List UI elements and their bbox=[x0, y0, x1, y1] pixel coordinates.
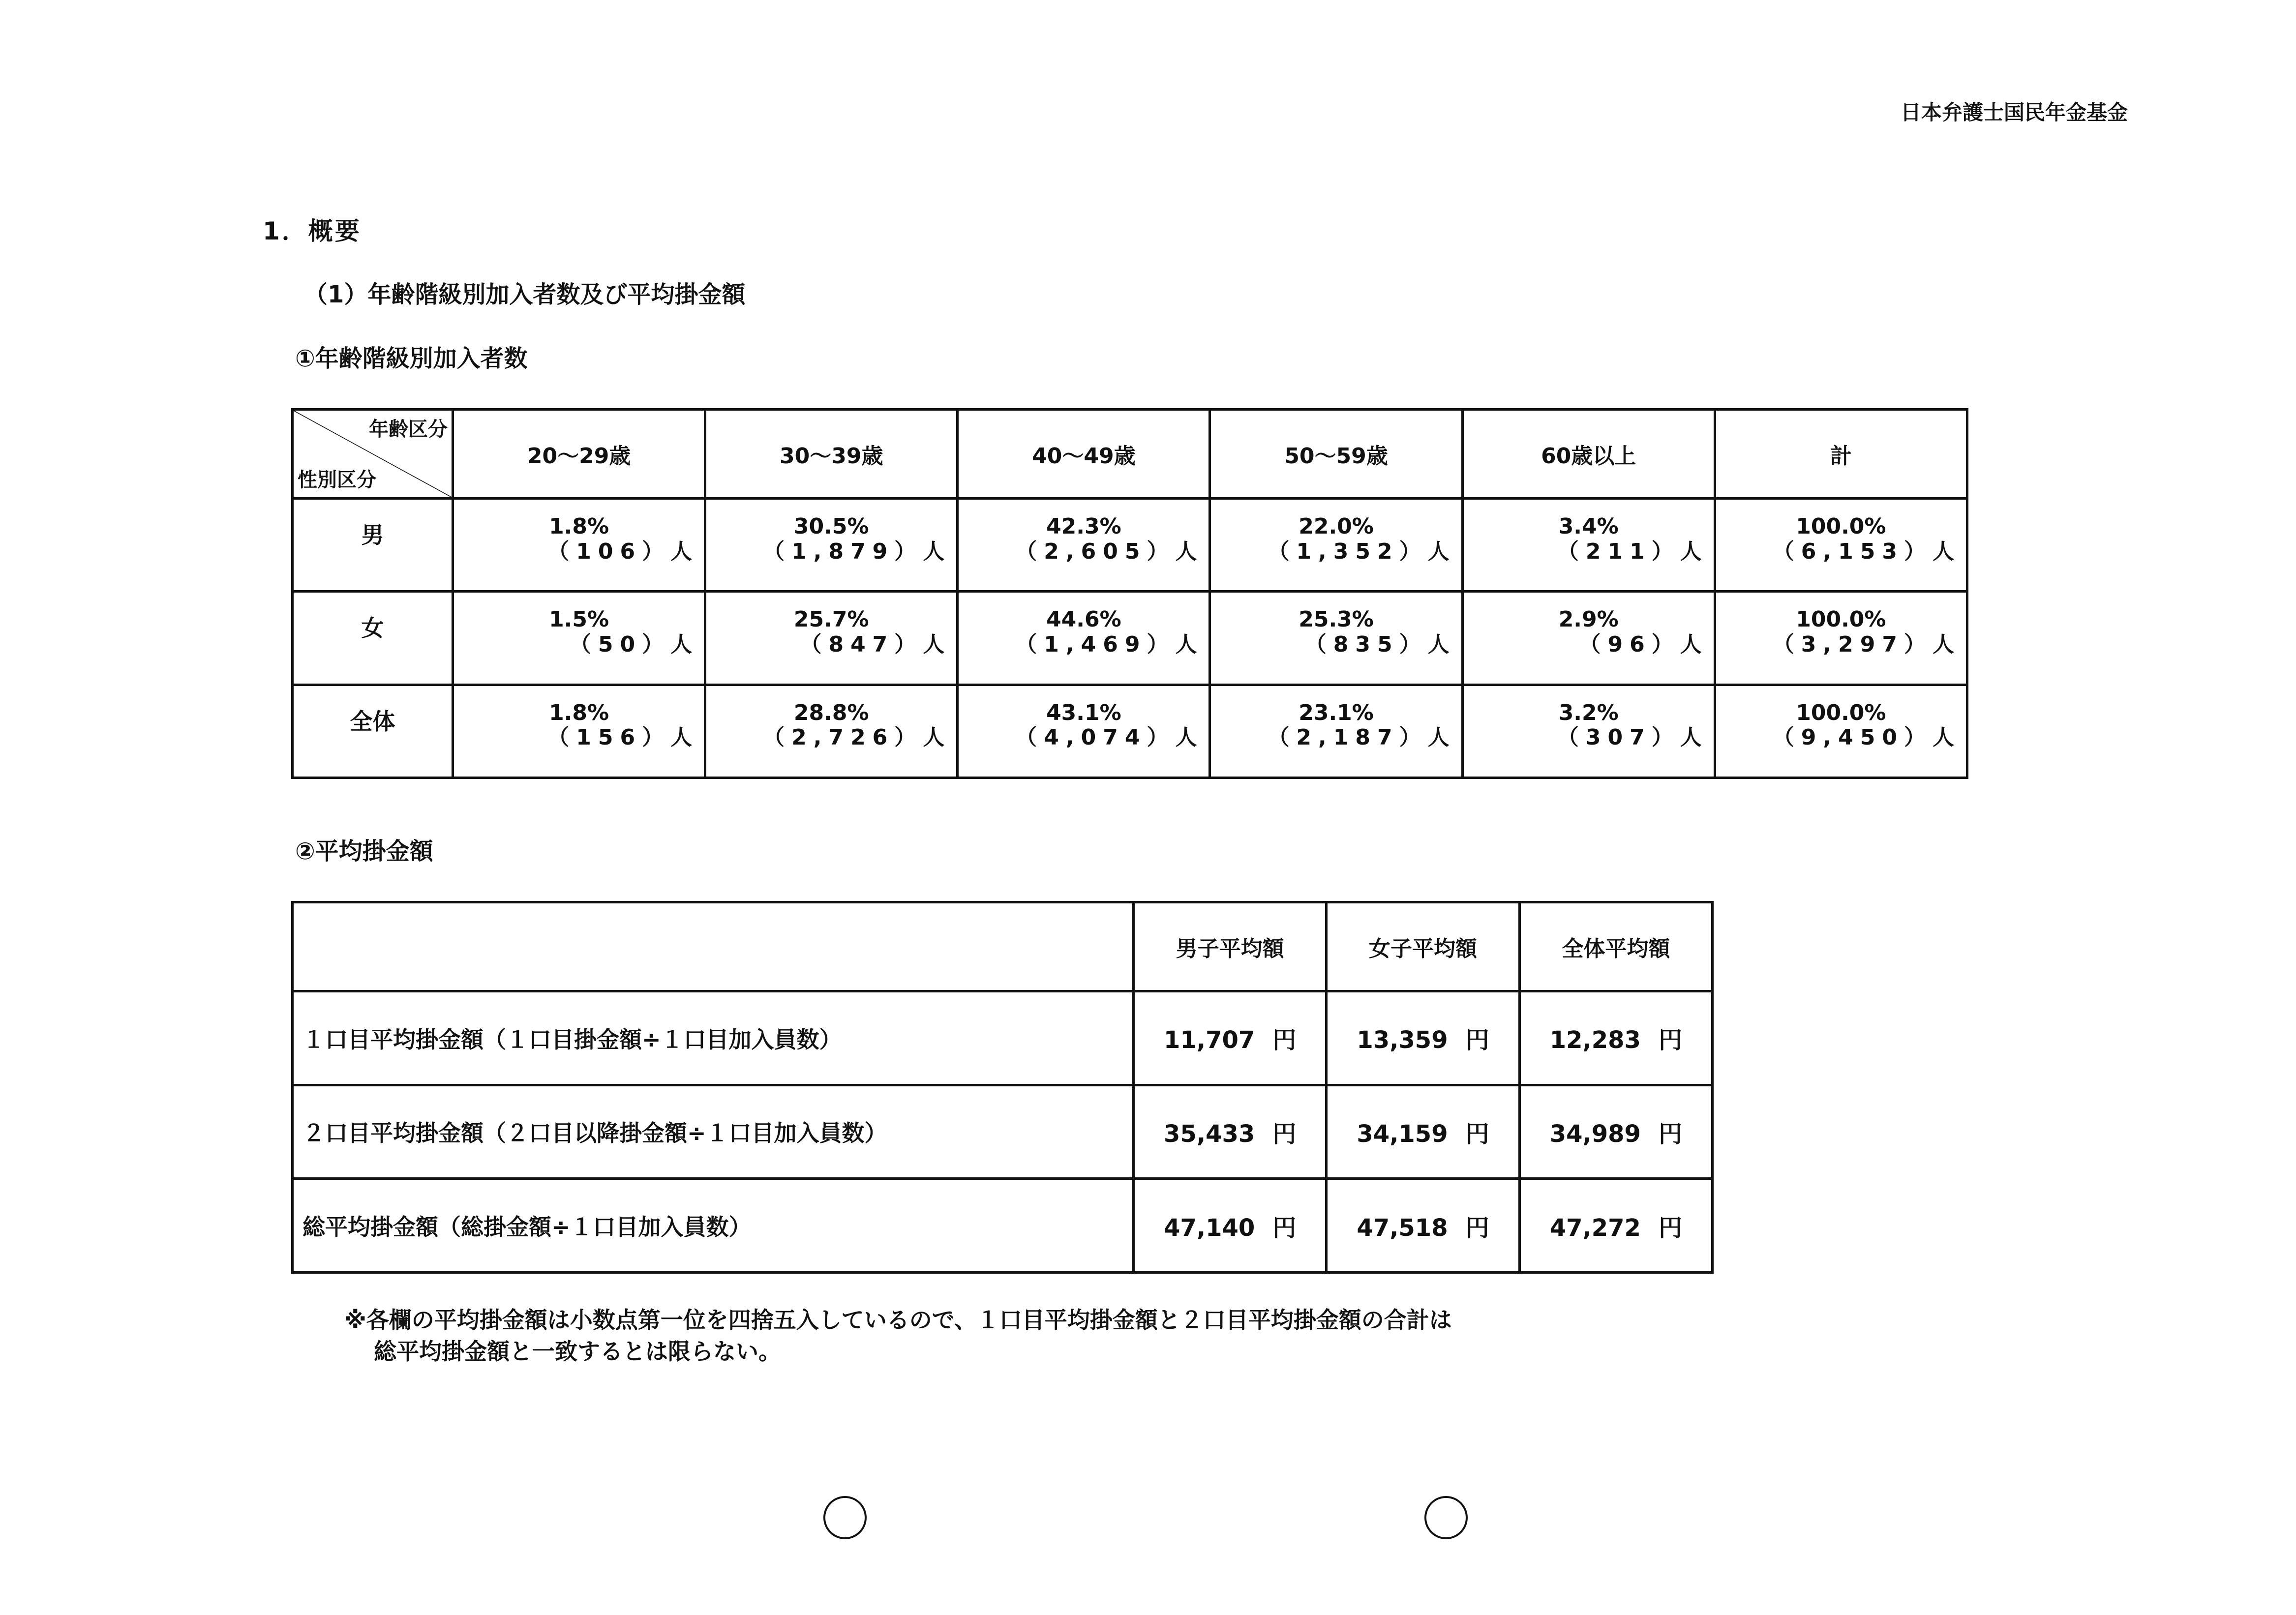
percentage: 1.5% bbox=[549, 607, 609, 632]
amount-cell bbox=[1519, 1085, 1712, 1179]
row-label: ２口目平均掛金額（２口目以降掛金額÷１口目加入員数） bbox=[293, 1085, 1134, 1179]
data-cell bbox=[1715, 592, 1967, 685]
row-label: 総平均掛金額（総掛金額÷１口目加入員数） bbox=[293, 1179, 1134, 1273]
percentage: 30.5% bbox=[793, 514, 869, 539]
data-cell bbox=[453, 499, 705, 592]
amount-cell bbox=[1519, 991, 1712, 1085]
column-header: 全体平均額 bbox=[1519, 902, 1712, 991]
amount-value: 34,989 bbox=[1549, 1120, 1641, 1148]
count bbox=[1464, 539, 1714, 565]
unit-label: 人 bbox=[1680, 631, 1709, 657]
currency-unit: 円 bbox=[1272, 1214, 1297, 1242]
amount-value: 34,159 bbox=[1357, 1120, 1448, 1148]
corner-header bbox=[293, 410, 453, 499]
count bbox=[1716, 725, 1966, 750]
amount-cell bbox=[1134, 991, 1327, 1085]
column-header: 60歳以上 bbox=[1462, 410, 1715, 499]
count bbox=[706, 632, 956, 658]
count bbox=[1716, 539, 1966, 565]
unit-label: 人 bbox=[670, 538, 699, 564]
unit-label: 人 bbox=[1933, 538, 1961, 564]
amount-cell bbox=[1134, 1179, 1327, 1273]
count bbox=[454, 725, 704, 750]
table-row bbox=[293, 499, 1967, 592]
data-cell bbox=[958, 592, 1210, 685]
column-header: 30～39歳 bbox=[705, 410, 958, 499]
count-value: （96） bbox=[1579, 631, 1680, 657]
amount-value: 11,707 bbox=[1164, 1026, 1255, 1054]
percentage: 42.3% bbox=[1046, 514, 1121, 539]
currency-unit: 円 bbox=[1658, 1120, 1682, 1148]
count-value: （50） bbox=[569, 631, 671, 657]
column-header: 男子平均額 bbox=[1134, 902, 1327, 991]
row-label: 男 bbox=[293, 499, 453, 592]
data-cell bbox=[705, 685, 958, 778]
percentage: 23.1% bbox=[1299, 700, 1374, 725]
count-value: （847） bbox=[800, 631, 923, 657]
count bbox=[1211, 725, 1461, 750]
unit-label: 人 bbox=[1175, 631, 1204, 657]
data-cell bbox=[453, 592, 705, 685]
count-value: （3,297） bbox=[1772, 631, 1933, 657]
count-value: （6,153） bbox=[1772, 538, 1933, 564]
table-row bbox=[293, 991, 1713, 1085]
table2-title: ②平均掛金額 bbox=[295, 837, 433, 865]
count-value: （1,352） bbox=[1268, 538, 1428, 564]
column-header: 50～59歳 bbox=[1210, 410, 1462, 499]
unit-label: 人 bbox=[923, 725, 952, 750]
column-header: 20～29歳 bbox=[453, 410, 705, 499]
enrollment-by-age-table bbox=[291, 408, 1968, 779]
footnote-continued: 総平均掛金額と一致するとは限らない。 bbox=[374, 1338, 781, 1365]
row-label: 全体 bbox=[293, 685, 453, 778]
unit-label: 人 bbox=[1933, 725, 1961, 750]
unit-label: 人 bbox=[1427, 631, 1456, 657]
percentage: 1.8% bbox=[549, 700, 609, 725]
currency-unit: 円 bbox=[1465, 1026, 1489, 1054]
column-header: 40～49歳 bbox=[958, 410, 1210, 499]
row-label: １口目平均掛金額（１口目掛金額÷１口目加入員数） bbox=[293, 991, 1134, 1085]
column-header: 女子平均額 bbox=[1327, 902, 1519, 991]
count bbox=[1464, 725, 1714, 750]
count-value: （835） bbox=[1304, 631, 1428, 657]
count-value: （2,187） bbox=[1268, 725, 1428, 750]
amount-value: 47,272 bbox=[1549, 1214, 1641, 1242]
amount-cell bbox=[1519, 1179, 1712, 1273]
amount-value: 13,359 bbox=[1357, 1026, 1448, 1054]
unit-label: 人 bbox=[1933, 631, 1961, 657]
section-subtitle: （1）年齢階級別加入者数及び平均掛金額 bbox=[304, 281, 746, 308]
count bbox=[1716, 632, 1966, 658]
count bbox=[454, 539, 704, 565]
data-cell bbox=[1462, 685, 1715, 778]
column-header: 計 bbox=[1715, 410, 1967, 499]
table1-title: ①年齢階級別加入者数 bbox=[295, 345, 528, 372]
data-cell bbox=[705, 592, 958, 685]
circle-mark bbox=[823, 1496, 867, 1539]
table-header-row bbox=[293, 902, 1713, 991]
corner-age-label: 年齢区分 bbox=[369, 418, 448, 441]
table-row bbox=[293, 592, 1967, 685]
count-value: （211） bbox=[1557, 538, 1680, 564]
percentage: 3.2% bbox=[1558, 700, 1619, 725]
percentage: 100.0% bbox=[1796, 514, 1886, 539]
count bbox=[959, 539, 1208, 565]
data-cell bbox=[1210, 499, 1462, 592]
amount-cell bbox=[1327, 1085, 1519, 1179]
empty-header-cell bbox=[293, 902, 1134, 991]
data-cell bbox=[1715, 685, 1967, 778]
data-cell bbox=[958, 685, 1210, 778]
amount-value: 47,518 bbox=[1357, 1214, 1448, 1242]
unit-label: 人 bbox=[1427, 725, 1456, 750]
count-value: （307） bbox=[1557, 725, 1680, 750]
table-header-row bbox=[293, 410, 1967, 499]
data-cell bbox=[453, 685, 705, 778]
unit-label: 人 bbox=[670, 725, 699, 750]
data-cell bbox=[705, 499, 958, 592]
currency-unit: 円 bbox=[1658, 1214, 1682, 1242]
data-cell bbox=[1715, 499, 1967, 592]
average-contribution-table bbox=[291, 901, 1714, 1274]
percentage: 3.4% bbox=[1558, 514, 1619, 539]
percentage: 100.0% bbox=[1796, 607, 1886, 632]
amount-cell bbox=[1327, 1179, 1519, 1273]
count bbox=[1211, 539, 1461, 565]
currency-unit: 円 bbox=[1272, 1026, 1297, 1054]
percentage: 43.1% bbox=[1046, 700, 1121, 725]
percentage: 22.0% bbox=[1299, 514, 1374, 539]
table-row bbox=[293, 1085, 1713, 1179]
circle-mark bbox=[1424, 1496, 1468, 1539]
unit-label: 人 bbox=[1680, 538, 1709, 564]
unit-label: 人 bbox=[923, 631, 952, 657]
amount-value: 35,433 bbox=[1164, 1120, 1255, 1148]
percentage: 25.3% bbox=[1299, 607, 1374, 632]
count-value: （2,605） bbox=[1015, 538, 1176, 564]
row-label: 女 bbox=[293, 592, 453, 685]
count bbox=[959, 725, 1208, 750]
amount-cell bbox=[1327, 991, 1519, 1085]
data-cell bbox=[958, 499, 1210, 592]
unit-label: 人 bbox=[923, 538, 952, 564]
currency-unit: 円 bbox=[1465, 1120, 1489, 1148]
count-value: （2,726） bbox=[763, 725, 923, 750]
unit-label: 人 bbox=[1427, 538, 1456, 564]
percentage: 28.8% bbox=[793, 700, 869, 725]
data-cell bbox=[1210, 685, 1462, 778]
data-cell bbox=[1462, 592, 1715, 685]
organization-name: 日本弁護士国民年金基金 bbox=[1900, 100, 2128, 124]
percentage: 2.9% bbox=[1558, 607, 1619, 632]
section-title: 1．概要 bbox=[263, 217, 362, 245]
unit-label: 人 bbox=[670, 631, 699, 657]
unit-label: 人 bbox=[1680, 725, 1709, 750]
table-row bbox=[293, 685, 1967, 778]
corner-gender-label: 性別区分 bbox=[298, 469, 376, 491]
currency-unit: 円 bbox=[1465, 1214, 1489, 1242]
table-row bbox=[293, 1179, 1713, 1273]
percentage: 100.0% bbox=[1796, 700, 1886, 725]
data-cell bbox=[1210, 592, 1462, 685]
count-value: （4,074） bbox=[1015, 725, 1176, 750]
count bbox=[1211, 632, 1461, 658]
count-value: （106） bbox=[547, 538, 671, 564]
currency-unit: 円 bbox=[1272, 1120, 1297, 1148]
footnote: ※各欄の平均掛金額は小数点第一位を四捨五入しているので、１口目平均掛金額と２口目平均掛金額の合計は bbox=[344, 1307, 1452, 1333]
count-value: （1,879） bbox=[763, 538, 923, 564]
count bbox=[1464, 632, 1714, 658]
currency-unit: 円 bbox=[1658, 1026, 1682, 1054]
percentage: 1.8% bbox=[549, 514, 609, 539]
unit-label: 人 bbox=[1175, 725, 1204, 750]
amount-value: 47,140 bbox=[1164, 1214, 1255, 1242]
amount-cell bbox=[1134, 1085, 1327, 1179]
count bbox=[706, 539, 956, 565]
data-cell bbox=[1462, 499, 1715, 592]
count-value: （156） bbox=[547, 725, 671, 750]
percentage: 44.6% bbox=[1046, 607, 1121, 632]
count-value: （9,450） bbox=[1772, 725, 1933, 750]
count bbox=[959, 632, 1208, 658]
count bbox=[706, 725, 956, 750]
count-value: （1,469） bbox=[1015, 631, 1176, 657]
amount-value: 12,283 bbox=[1549, 1026, 1641, 1054]
percentage: 25.7% bbox=[793, 607, 869, 632]
unit-label: 人 bbox=[1175, 538, 1204, 564]
count bbox=[454, 632, 704, 658]
